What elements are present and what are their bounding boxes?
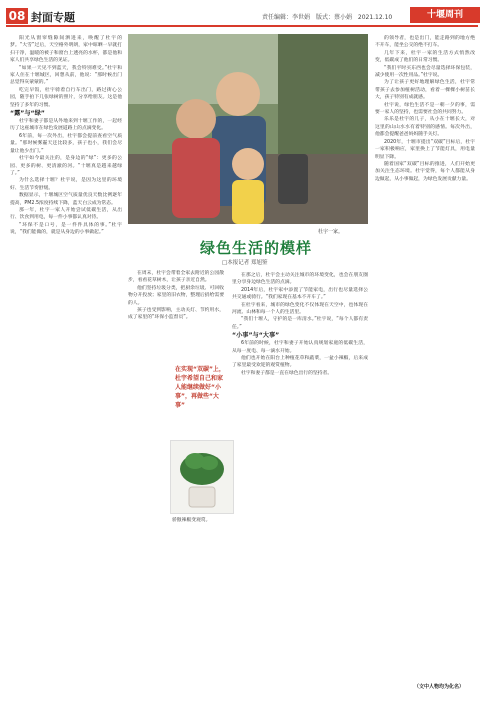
family-photo: [128, 34, 368, 224]
paragraph: 在杜宇看来，城市的绿色变化不仅体现在天空中，也体现在河流、山林和每一个人的生活里。: [232, 302, 368, 316]
header-rule: [6, 25, 478, 27]
paragraph: 的领导者，也是出门，能走路到的地方绝不开车，能坐公交的绝不打车。: [375, 36, 475, 49]
source-note: （文中人物均为化名）: [414, 684, 465, 690]
byline: □本报记者 郑旭鉴: [222, 260, 268, 266]
section-heading: “露”与“绿”: [10, 110, 45, 118]
paragraph: 为什么选择十堰？杜宇说，是因为这里的环境好、生活节奏舒缓。: [10, 178, 122, 191]
paragraph: “如果一天见不到蓝天，我会特别难受。”杜宇和家人住在十堰城区，回想从前，他说：“那时候出门总觉得灰蒙蒙的。”: [10, 65, 122, 86]
paragraph: 6年前，每一次外出，杜宇都会提前查看空气质量。“那时候雾霾天还比较多，孩子也小，我们会尽量让他少出门。”: [10, 133, 122, 154]
paragraph: 6年前的时候，杜宇和妻子开始认真规划家庭的低碳生活，从每一度电、每一滴水开始。: [232, 341, 368, 354]
layout-credit: 版式：蔡小娟: [315, 14, 352, 21]
paragraph: 为了让孩子更好地理解绿色生活，杜宇常带孩子去参加植树活动，看着一棵棵小树苗长大，孩子特别有成就感。: [375, 80, 475, 101]
paragraph: 在周末，杜宇会带着全家去附近的公园散步，看看花草树木，让孩子亲近自然。: [128, 271, 224, 284]
plant-photo-art: [171, 441, 233, 513]
paragraph: “我们十堰人，守护的是一库清水。”杜宇说，“每个人都有责任。”: [232, 317, 368, 330]
paragraph: 2020年，十堰市提出“双碳”目标后，杜宇一家积极响应，家里换上了节能灯具，用电量明显下降。: [375, 139, 475, 160]
page-header: [0, 0, 484, 30]
paragraph: 阳光从窗帘缝隙间洒进来，唤醒了杜宇的梦。“大雪”过后，天空格外明朗，家中晾晒一早就打扫干净，温暖的被子和窗台上透亮的水杯，都是他和家人们共享绿色生活的见证。: [10, 36, 122, 64]
section-title: 封面专题: [31, 11, 75, 24]
paragraph: 数据显示，十堰城区空气质量优良天数比例逐年提高，PM2.5浓度持续下降，蓝天白云成为常态。: [10, 193, 122, 206]
paragraph: 乐乐是杜宇的儿子，从小在十堰长大，对这里的山山水水有着特别的感情。每次外出，他都会提醒爸爸妈妈随手关灯。: [375, 117, 475, 138]
page-number: 08: [6, 8, 28, 24]
paragraph: 那一年，杜宇一家人开始尝试低碳生活，从出行、饮食到用电，每一件小事都认真对待。: [10, 207, 122, 221]
paragraph: 在那之后，杜宇会主动关注城市的环境变化，也会在朋友圈里分享身边绿色生活的点滴。: [232, 273, 368, 286]
pull-quote: 在实现“双碳”上，杜宇希望自己和家人能继续做好“小事”，再做些“大事”: [175, 366, 225, 409]
article-title: 绿色生活的模样: [200, 239, 313, 257]
paragraph: 杜宇和妻子都是一直在绿色出行的坚持者。: [241, 370, 333, 376]
paragraph: 杜宇和妻子都是从外地来到十堰工作的，一起经历了这座城市在绿色发展道路上的点滴变化。: [10, 119, 122, 132]
editor-credit: 责任编辑：李世娟: [262, 14, 311, 21]
paragraph: 孩子也受到影响，主动关灯、节约用水，成了家里的“环保小监督员”。: [128, 308, 224, 321]
section-heading: “小事”与“大事”: [232, 332, 280, 340]
article-column-middle: [232, 272, 368, 690]
paragraph: 他们也开始在阳台上种植花草和蔬菜，一盆小辣椒，后来成了家里最受欢迎的观赏植物。: [232, 356, 368, 369]
article-column-right: [375, 35, 475, 690]
paragraph: “环保不是口号，是一件件具体的事。”杜宇说，“我们能做的，就是从身边的小事做起。”: [10, 222, 122, 236]
photo-caption: 杜宇一家。: [318, 229, 344, 235]
paragraph: “我们平时买东西也会尽量选择环保包装，减少使用一次性用品。”杜宇说。: [375, 65, 475, 79]
plant-photo: [170, 440, 234, 514]
paragraph: 吃完早饭，杜宇骑着自行车出门，路过街心公园，随手拍下几张绿树的照片，分享给朋友。这是他坚持了多年的习惯。: [10, 87, 122, 108]
paragraph: 杜宇如今最关注的，是身边的“绿”：更多的公园、更多的树、更清澈的河。“十堰真是越来越绿了。”: [10, 156, 122, 176]
paragraph: 2014年后，杜宇家中添置了节能家电，出行也尽量选择公共交通或骑行。“我们家现在基本不开车了。”: [232, 287, 368, 301]
paragraph: 几年下来，杜宇一家的生活方式悄然改变，低碳成了他们的日常习惯。: [375, 50, 475, 64]
paragraph: 他们坚持垃圾分类，把厨余垃圾、可回收物分开投放；家里的旧衣物，整理后捐给需要的人。: [128, 285, 224, 306]
article-column-left: [10, 35, 122, 690]
issue-date: 2021.12.10: [357, 14, 393, 21]
family-photo-art: [128, 34, 368, 224]
plant-caption: 骄傲辣椒变观赏。: [172, 518, 211, 523]
paragraph: 杜宇说，绿色生活不是一朝一夕的事，需要一家人的坚持，也需要社会的共同努力。: [375, 102, 475, 116]
paragraph: 随着国家“双碳”目标的推进，人们开始更加关注生态环境。杜宇觉得，每个人都能从身边做起，从小事做起，为绿色发展贡献力量。: [375, 161, 475, 182]
masthead: 十堰周刊: [410, 7, 480, 23]
editor-meta: [262, 12, 396, 21]
